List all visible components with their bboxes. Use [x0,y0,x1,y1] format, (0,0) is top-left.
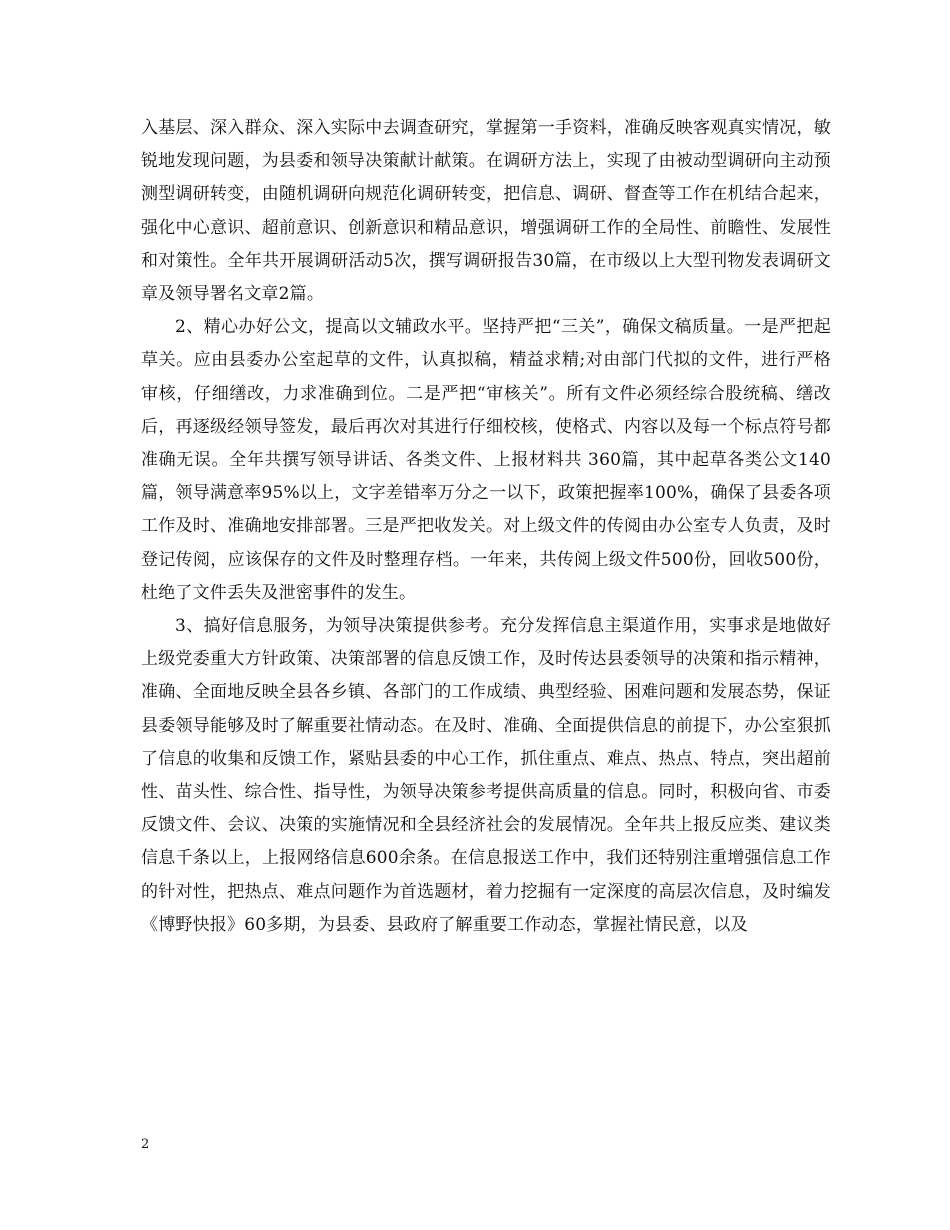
paragraph-information: 3、搞好信息服务，为领导决策提供参考。充分发挥信息主渠道作用，实事求是地做好上级党委重大方针政策、决策部署的信息反馈工作，及时传达县委领导的决策和指示精神，准确、全面地反映全县各乡镇、各部门的工作成绩、典型经验、困难问题和发展态势，保证县委领导能够及时了解重要社情动态。在及时、准确、全面提供信息的前提下，办公室狠抓了信息的收集和反馈工作，紧贴县委的中心工作，抓住重点、难点、热点、特点，突出超前性、苗头性、综合性、指导性，为领导决策参考提供高质量的信息。同时，积极向省、市委反馈文件、会议、决策的实施情况和全县经济社会的发展情况。全年共上报反应类、建议类信息千条以上，上报网络信息600余条。在信息报送工作中，我们还特别注重增强信息工作的针对性，把热点、难点问题作为首选题材，着力挖掘有一定深度的高层次信息，及时编发《博野快报》60多期，为县委、县政府了解重要工作动态，掌握社情民意，以及 [141,616,831,935]
paragraph-research: 入基层、深入群众、深入实际中去调查研究，掌握第一手资料，准确反映客观真实情况，敏锐地发现问题，为县委和领导决策献计献策。在调研方法上，实现了由被动型调研向主动预测型调研转变，由随机调研向规范化调研转变，把信息、调研、督查等工作在机结合起来，强化中心意识、超前意识、创新意识和精品意识，增强调研工作的全局性、前瞻性、发展性和对策性。全年共开展调研活动5次，撰写调研报告30篇，在市级以上大型刊物发表调研文章及领导署名文章2篇。 [141,118,831,305]
paragraph-documents: 2、精心办好公文，提高以文辅政水平。坚持严把“三关”，确保文稿质量。一是严把起草关。应由县委办公室起草的文件，认真拟稿，精益求精;对由部门代拟的文件，进行严格审核，仔细缮改，力求准确到位。二是严把“审核关”。所有文件必须经综合股统稿、缮改后，再逐级经领导签发，最后再次对其进行仔细校核，使格式、内容以及每一个标点符号都准确无误。全年共撰写领导讲话、各类文件、上报材料共 360篇，其中起草各类公文140篇，领导满意率95%以上，文字差错率万分之一以下，政策把握率100%，确保了县委各项工作及时、准确地安排部署。三是严把收发关。对上级文件的传阅由办公室专人负责，及时登记传阅，应该保存的文件及时整理存档。一年来，共传阅上级文件500份，回收500份，杜绝了文件丢失及泄密事件的发生。 [141,317,831,603]
document-body [141,112,831,942]
page-number: 2 [141,1137,150,1152]
